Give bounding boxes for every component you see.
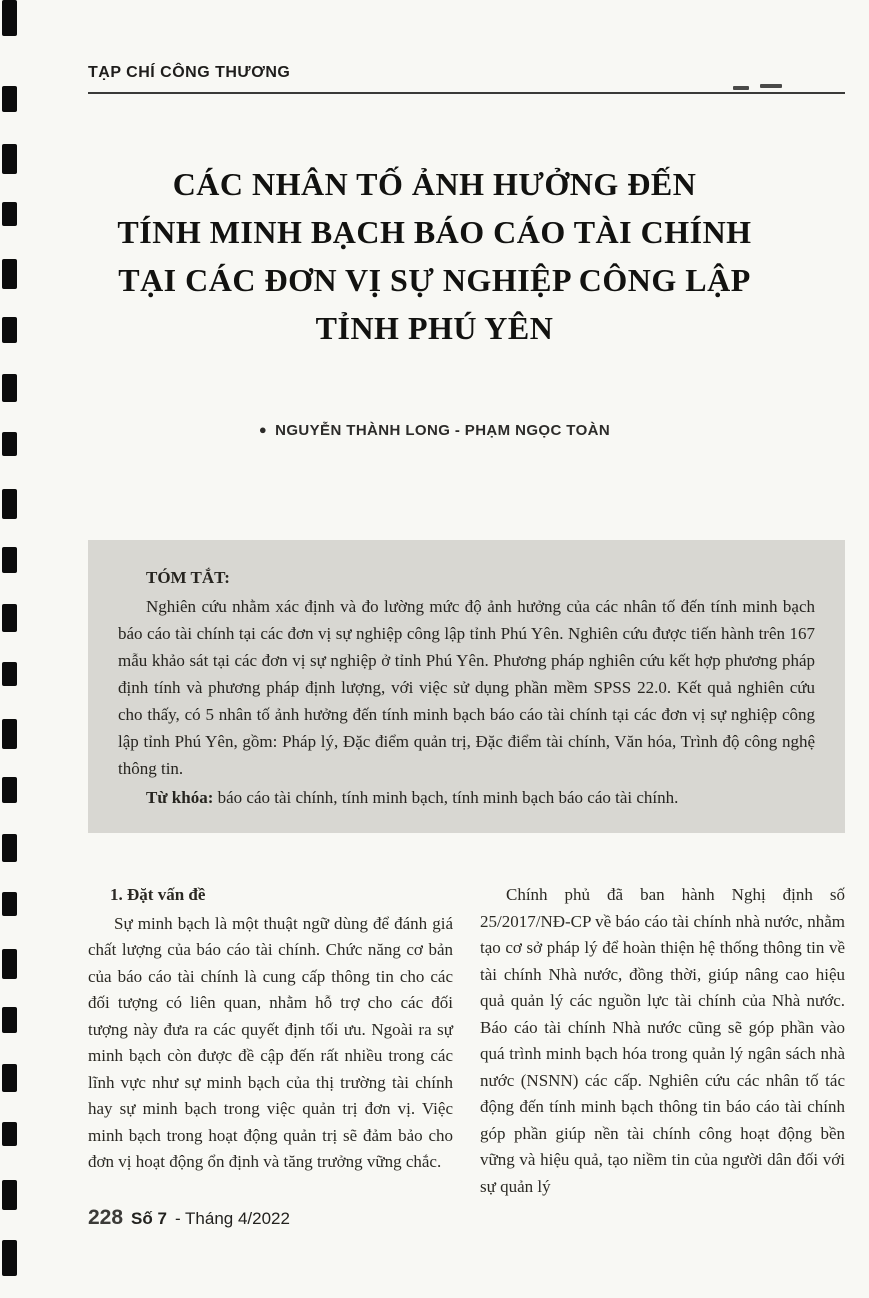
- scan-mark: [2, 144, 17, 174]
- page-footer: [88, 1206, 290, 1230]
- header-rule: [88, 92, 845, 94]
- body-column-right: [480, 882, 845, 1200]
- scan-mark: [2, 1240, 17, 1276]
- article-title-line: TÍNH MINH BẠCH BÁO CÁO TÀI CHÍNH: [117, 214, 752, 250]
- scan-mark: [2, 1180, 17, 1210]
- abstract-keywords: [118, 784, 815, 811]
- scan-mark: [2, 1122, 17, 1146]
- article-body: [88, 882, 845, 1200]
- author-names: NGUYỄN THÀNH LONG - PHẠM NGỌC TOÀN: [275, 422, 611, 439]
- scan-mark: [2, 777, 17, 803]
- scan-mark: [2, 0, 17, 36]
- scan-dash-artifact: [760, 84, 782, 88]
- abstract-box: [88, 540, 845, 833]
- scan-mark: [2, 1064, 17, 1092]
- scan-mark: [2, 604, 17, 632]
- abstract-heading: TÓM TẮT:: [146, 568, 230, 587]
- keywords-label: Từ khóa:: [146, 788, 214, 807]
- scan-mark: [2, 547, 17, 573]
- scan-mark: [2, 202, 17, 226]
- journal-name: TẠP CHÍ CÔNG THƯƠNG: [88, 64, 291, 81]
- article-title-line: TỈNH PHÚ YÊN: [315, 310, 554, 346]
- body-paragraph: Sự minh bạch là một thuật ngữ dùng để đánh giá chất lượng của báo cáo tài chính. Chức năng cơ bản của báo cáo tài chính là cung cấp thông tin cho các đối tượng có liên quan, nhằm hỗ trợ cho các đối tượng này đưa ra các quyết định tối ưu. Ngoài ra sự minh bạch còn được đề cập đến rất nhiều trong các lĩnh vực như sự minh bạch của thị trường tài chính hay sự minh bạch trong việc quản trị đơn vị. Việc minh bạch trong hoạt động quản trị sẽ đảm bảo cho đơn vị hoạt động ổn định và tăng trưởng vững chắc.: [88, 913, 453, 1171]
- article-title-line: CÁC NHÂN TỐ ẢNH HƯỞNG ĐẾN: [172, 166, 697, 202]
- scan-mark: [2, 259, 17, 289]
- scan-mark: [2, 1007, 17, 1033]
- scan-mark: [2, 317, 17, 343]
- body-column-left: [88, 882, 453, 1200]
- scan-dash-artifact: [733, 86, 749, 90]
- scan-mark: [2, 86, 17, 112]
- issue-number: Số 7: [131, 1209, 167, 1228]
- authors-line: [0, 422, 869, 439]
- article-title: [50, 160, 819, 352]
- abstract-text: Nghiên cứu nhằm xác định và đo lường mức độ ảnh hưởng của các nhân tố đến tính minh bạch báo cáo tài chính tại các đơn vị sự nghiệp công lập tỉnh Phú Yên. Nghiên cứu được tiến hành trên 167 mẫu khảo sát tại các đơn vị sự nghiệp ở tỉnh Phú Yên. Phương pháp nghiên cứu kết hợp phương pháp định tính và phương pháp định lượng, với việc sử dụng phần mềm SPSS 22.0. Kết quả nghiên cứu cho thấy, có 5 nhân tố ảnh hưởng đến tính minh bạch báo cáo tài chính tại các đơn vị sự nghiệp công lập tỉnh Phú Yên, gồm: Pháp lý, Đặc điểm quản trị, Đặc điểm tài chính, Văn hóa, Trình độ công nghệ thông tin.: [118, 597, 815, 778]
- section-heading: 1. Đặt vấn đề: [110, 885, 206, 904]
- keywords-text: báo cáo tài chính, tính minh bạch, tính minh bạch báo cáo tài chính.: [213, 788, 679, 807]
- scan-mark: [2, 834, 17, 862]
- scan-mark: [2, 489, 17, 519]
- article-title-line: TẠI CÁC ĐƠN VỊ SỰ NGHIỆP CÔNG LẬP: [118, 262, 751, 298]
- author-bullet-icon: ●: [258, 422, 268, 437]
- body-paragraph: Chính phủ đã ban hành Nghị định số 25/2017/NĐ-CP về báo cáo tài chính nhà nước, nhằm tạo cơ sở pháp lý để hoàn thiện hệ thống thông tin về tài chính Nhà nước, đồng thời, giúp nâng cao hiệu quả quản lý các nguồn lực tài chính của Nhà nước. Báo cáo tài chính Nhà nước cũng sẽ góp phần vào quá trình minh bạch hóa trong quản lý ngân sách nhà nước (NSNN) các cấp. Nghiên cứu các nhân tố tác động đến tính minh bạch thông tin báo cáo tài chính góp phần giúp nền tài chính công hoạt động bền vững và hiệu quả, tạo niềm tin của người dân đối với sự quản lý: [480, 885, 845, 1196]
- scan-mark: [2, 892, 17, 916]
- scan-mark: [2, 719, 17, 749]
- scan-mark: [2, 374, 17, 402]
- issue-date: - Tháng 4/2022: [174, 1209, 290, 1228]
- page-number: 228: [88, 1206, 124, 1229]
- scan-mark: [2, 949, 17, 979]
- scan-mark: [2, 662, 17, 686]
